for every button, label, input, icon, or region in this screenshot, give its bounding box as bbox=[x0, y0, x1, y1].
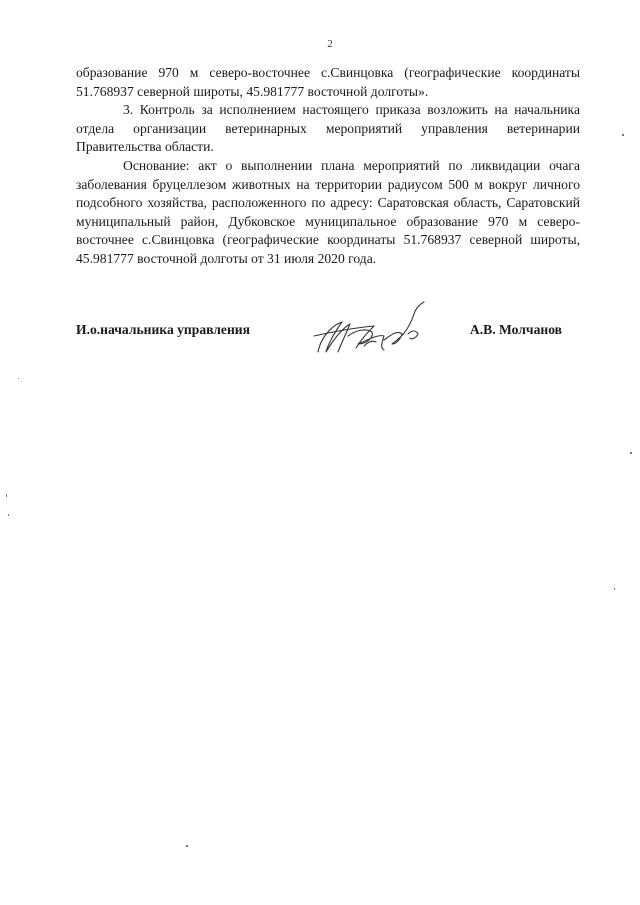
scan-speck bbox=[630, 452, 632, 454]
page-number: 2 bbox=[327, 38, 333, 50]
scan-speck bbox=[614, 588, 615, 590]
signatory-name: А.В. Молчанов bbox=[469, 322, 562, 337]
signatory-title: И.о.начальника управления bbox=[76, 322, 250, 337]
paragraph-continuation: образование 970 м северо-восточнее с.Свинцовка (географические координаты 51.768937 северной широты, 45.981777 восточной долготы». bbox=[76, 65, 580, 99]
paragraph-basis: Основание: акт о выполнении плана мероприятий по ликвидации очага заболевания бруцеллезом животных на территории радиусом 500 м вокруг личного подсобного хозяйства, расположенного по адресу: Саратовская область, Саратовский муниципальный район, Дубковское муниципальное образование 970 м северо-восточнее с.Свинцовка (географические координаты 51.768937 северной широты, 45.981777 восточной долготы от 31 июля 2020 года. bbox=[76, 157, 580, 266]
scan-speck bbox=[18, 378, 19, 379]
scan-speck bbox=[8, 514, 9, 516]
scan-speck bbox=[186, 845, 188, 847]
paragraph-item-3: 3. Контроль за исполнением настоящего приказа возложить на начальника отдела организации ветеринарных мероприятий управления ветеринарии Правительства области. bbox=[76, 102, 580, 155]
scan-speck bbox=[622, 134, 624, 136]
handwritten-signature bbox=[312, 300, 437, 360]
scan-speck bbox=[6, 494, 7, 497]
document-body bbox=[76, 64, 580, 269]
